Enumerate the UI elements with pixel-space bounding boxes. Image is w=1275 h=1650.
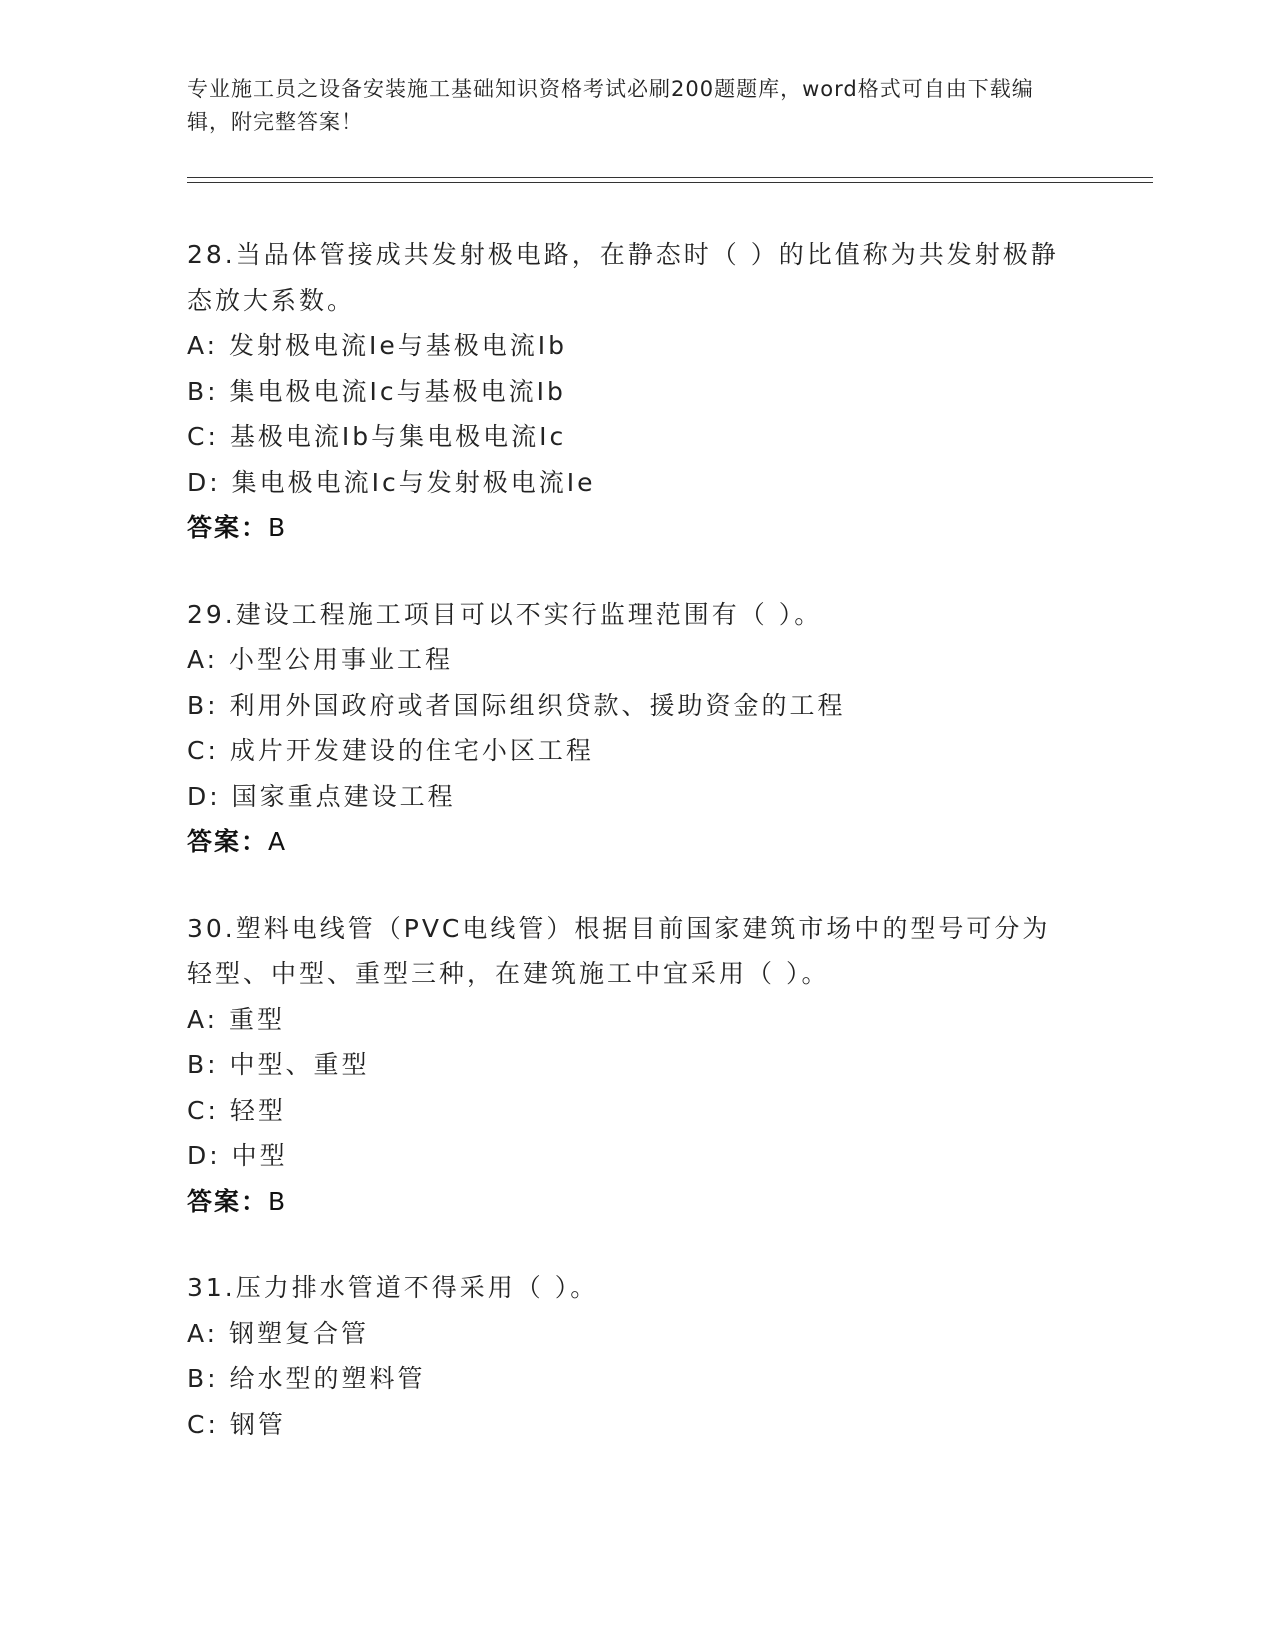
question-stem: 31.压力排水管道不得采用（ ）。: [187, 1273, 599, 1302]
option-d: D: 中型: [187, 1141, 288, 1170]
option-d: D: 国家重点建设工程: [187, 781, 456, 811]
option-b: B: 集电极电流Ic与基极电流Ib: [187, 376, 566, 406]
question-30: [187, 906, 1087, 1225]
option-a: A: 重型: [187, 1004, 286, 1034]
question-stem: 30.塑料电线管（PVC电线管）根据目前国家建筑市场中的型号可分为轻型、中型、重型三种，在建筑施工中宜采用（ ）。: [187, 913, 1051, 988]
option-c: C: 成片开发建设的住宅小区工程: [187, 736, 594, 765]
answer-line: [187, 505, 1087, 551]
document-header: 专业施工员之设备安装施工基础知识资格考试必刷200题题库，word格式可自由下载编辑，附完整答案！: [187, 77, 1034, 134]
header-rule-bottom: [187, 182, 1153, 183]
question-stem: 28.当品体管接成共发射极电路，在静态时（ ）的比值称为共发射极静态放大系数。: [187, 240, 1059, 315]
answer-value: B: [268, 513, 287, 542]
answer-value: B: [268, 1186, 287, 1216]
answer-label: 答案：: [187, 1186, 269, 1216]
question-list: [187, 232, 1087, 1488]
answer-line: [187, 1179, 1087, 1225]
answer-label: 答案：: [187, 827, 269, 856]
answer-line: [187, 819, 1087, 865]
option-c: C: 钢管: [187, 1409, 286, 1439]
answer-label: 答案：: [187, 513, 269, 542]
header-rule-top: [187, 177, 1153, 178]
option-d: D: 集电极电流Ic与发射极电流Ie: [187, 467, 596, 497]
option-a: A: 发射极电流Ie与基极电流Ib: [187, 331, 568, 360]
answer-value: A: [268, 827, 287, 856]
option-b: B: 利用外国政府或者国际组织贷款、援助资金的工程: [187, 690, 846, 720]
option-a: A: 钢塑复合管: [187, 1318, 370, 1348]
option-b: B: 给水型的塑料管: [187, 1364, 426, 1393]
question-31: [187, 1265, 1087, 1447]
option-b: B: 中型、重型: [187, 1050, 370, 1079]
option-a: A: 小型公用事业工程: [187, 645, 454, 674]
question-stem: 29.建设工程施工项目可以不实行监理范围有（ ）。: [187, 599, 823, 629]
option-c: C: 轻型: [187, 1095, 286, 1125]
option-c: C: 基极电流Ib与集电极电流Ic: [187, 422, 567, 451]
question-28: [187, 232, 1087, 551]
question-29: [187, 592, 1087, 865]
